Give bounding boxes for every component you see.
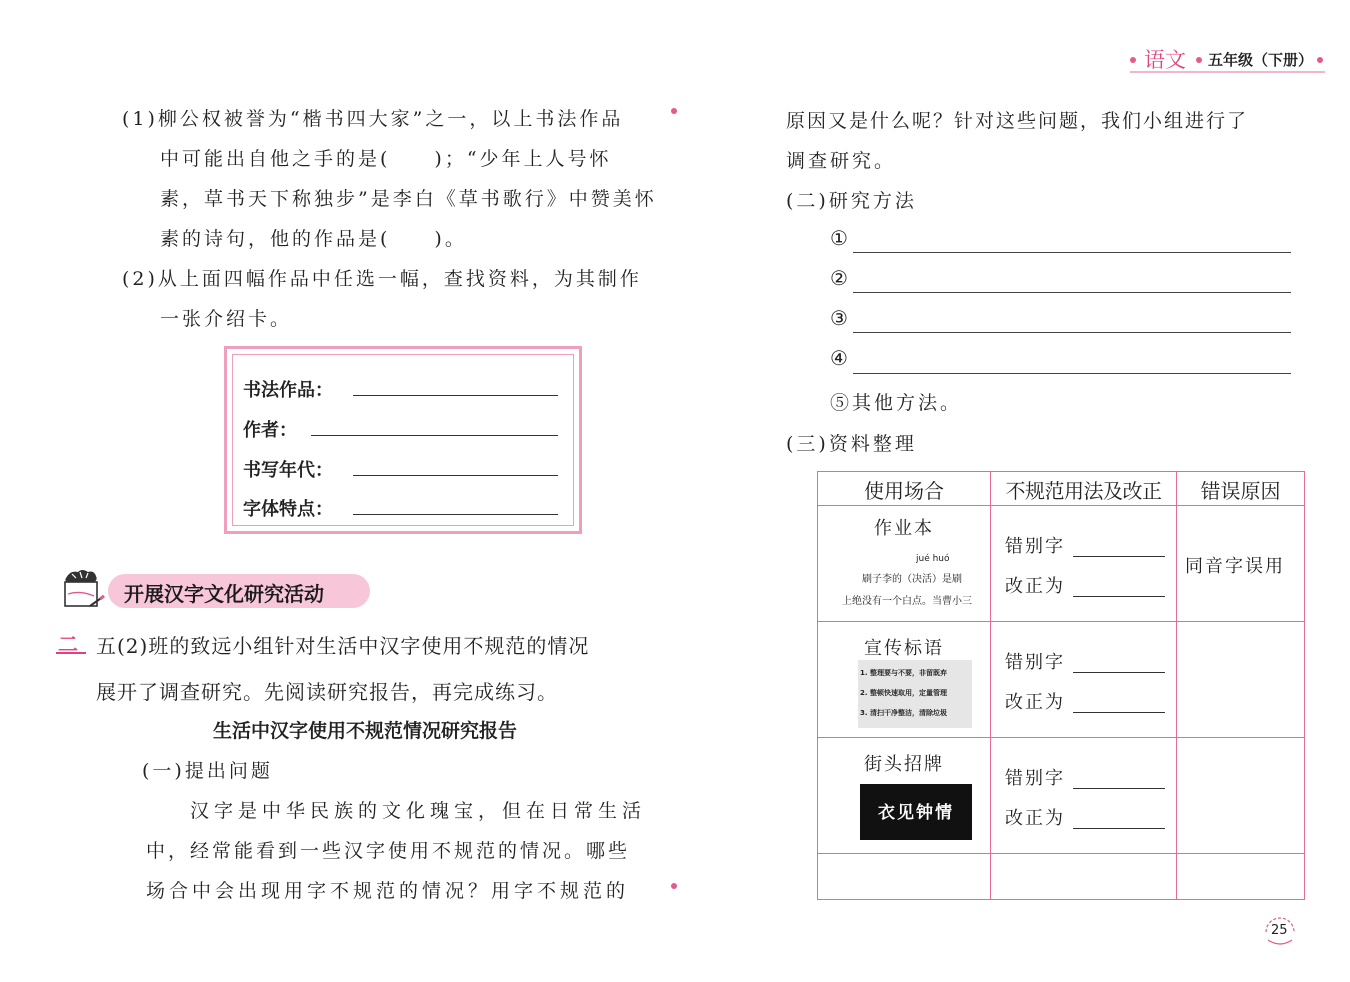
method-blank-1[interactable] (853, 252, 1291, 253)
sign-text: 衣见钟情 (878, 803, 954, 823)
card-field-work[interactable] (353, 395, 558, 396)
method-blank-4[interactable] (853, 373, 1291, 374)
item-number: 二 (58, 632, 78, 656)
wrong-char-blank[interactable] (1073, 556, 1165, 557)
continued-line: 调查研究。 (786, 150, 897, 172)
empty-cell[interactable] (818, 854, 991, 900)
header-subject: 语文 (1144, 48, 1186, 72)
correction-cell (991, 506, 1177, 622)
method-number: ② (830, 266, 848, 290)
table-row-empty (818, 854, 1305, 900)
card-label-feature: 字体特点： (243, 499, 333, 520)
fix-label: 改正为 (1005, 576, 1065, 597)
question-1-line: 素的诗句，他的作品是( )。 (160, 228, 467, 250)
section-title-pill (108, 574, 370, 608)
report-title: 生活中汉字使用不规范情况研究报告 (213, 720, 518, 742)
wrong-char-label: 错别字 (1005, 768, 1065, 789)
continued-line: 原因又是什么呢？针对这些问题，我们小组进行了 (786, 110, 1249, 132)
margin-dot (671, 883, 677, 889)
question-2-line: (2)从上面四幅作品中任选一幅，查找资料，为其制作 (122, 268, 642, 290)
method-number: ① (830, 226, 848, 250)
fix-label: 改正为 (1005, 692, 1065, 713)
part2-heading: (二)研究方法 (786, 190, 917, 212)
slogan-line: 2. 整顿快速取用，定量管理 (860, 689, 947, 697)
card-field-feature[interactable] (353, 514, 558, 515)
part1-line: 中，经常能看到一些汉字使用不规范的情况。哪些 (146, 840, 631, 862)
page-number-badge (1262, 914, 1298, 950)
slogan-line: 1. 整理要与不要，非留既弃 (860, 669, 947, 677)
card-field-era[interactable] (353, 475, 558, 476)
fix-blank[interactable] (1073, 712, 1165, 713)
header-grade: 五年级（下册） (1208, 51, 1314, 69)
slogan-line: 3. 清扫干净整洁，清除垃圾 (860, 709, 947, 717)
place-label: 宣传标语 (864, 638, 944, 659)
card-label-era: 书写年代： (243, 460, 333, 481)
table-header: 使用场合 (818, 472, 991, 506)
place-cell (818, 622, 991, 738)
reason-cell[interactable] (1177, 622, 1305, 738)
empty-cell[interactable] (1177, 854, 1305, 900)
part3-heading: (三)资料整理 (786, 433, 917, 455)
reason-cell (1177, 506, 1305, 622)
header-dot (1196, 57, 1202, 63)
intro-card (224, 346, 582, 534)
part1-line: 场合中会出现用字不规范的情况？用字不规范的 (146, 880, 630, 902)
part1-line: 汉字是中华民族的文化瑰宝，但在日常生活 (190, 800, 647, 822)
question-1-line: (1)柳公权被誉为“楷书四大家”之一，以上书法作品 (122, 108, 624, 130)
homework-snippet-line: 刷子李的（决活）是刷 (862, 574, 962, 585)
wrong-char-blank[interactable] (1073, 788, 1165, 789)
card-label-work: 书法作品： (243, 380, 333, 401)
intro-line: 展开了调查研究。先阅读研究报告，再完成练习。 (96, 680, 558, 704)
header-underline (1130, 71, 1325, 73)
reason-text: 同音字误用 (1185, 556, 1285, 577)
wrong-char-label: 错别字 (1005, 652, 1065, 673)
table-row (818, 622, 1305, 738)
card-field-author[interactable] (311, 435, 558, 436)
method-blank-3[interactable] (853, 332, 1291, 333)
place-label: 作业本 (874, 518, 934, 539)
table-header: 不规范用法及改正 (991, 472, 1177, 506)
pinyin-note: jué huó (916, 554, 950, 564)
wrong-char-blank[interactable] (1073, 672, 1165, 673)
place-cell (818, 738, 991, 854)
reason-cell[interactable] (1177, 738, 1305, 854)
header-dot (1130, 57, 1136, 63)
fix-label: 改正为 (1005, 808, 1065, 829)
item-number-underline (56, 652, 86, 654)
intro-line: 五(2)班的致远小组针对生活中汉字使用不规范的情况 (96, 634, 590, 658)
table-row (818, 738, 1305, 854)
method-number: ④ (830, 346, 848, 370)
slogan-photo (858, 660, 972, 728)
correction-cell (991, 622, 1177, 738)
method-blank-2[interactable] (853, 292, 1291, 293)
question-2-line: 一张介绍卡。 (160, 308, 293, 330)
section-title: 开展汉字文化研究活动 (124, 582, 324, 606)
data-table (817, 471, 1305, 900)
page-number: 25 (1271, 923, 1288, 938)
part1-heading: (一)提出问题 (142, 760, 273, 782)
header-dot (1317, 57, 1323, 63)
homework-snippet-line: 上绝没有一个白点。当曹小三 (842, 596, 972, 607)
card-label-author: 作者： (243, 420, 297, 441)
empty-cell[interactable] (991, 854, 1177, 900)
table-row (818, 506, 1305, 622)
method-5: ⑤其他方法。 (830, 392, 963, 414)
wrong-char-label: 错别字 (1005, 536, 1065, 557)
question-1-line: 中可能出自他之手的是( )；“少年上人号怀 (160, 148, 612, 170)
margin-dot (671, 108, 677, 114)
fix-blank[interactable] (1073, 828, 1165, 829)
table-header: 错误原因 (1177, 472, 1305, 506)
question-1-line: 素，草书天下称独步”是李白《草书歌行》中赞美怀 (160, 188, 657, 210)
sign-photo (860, 784, 972, 840)
fix-blank[interactable] (1073, 596, 1165, 597)
correction-cell (991, 738, 1177, 854)
brush-pot-icon (60, 566, 106, 610)
method-number: ③ (830, 306, 848, 330)
place-label: 街头招牌 (864, 754, 944, 775)
place-cell (818, 506, 991, 622)
